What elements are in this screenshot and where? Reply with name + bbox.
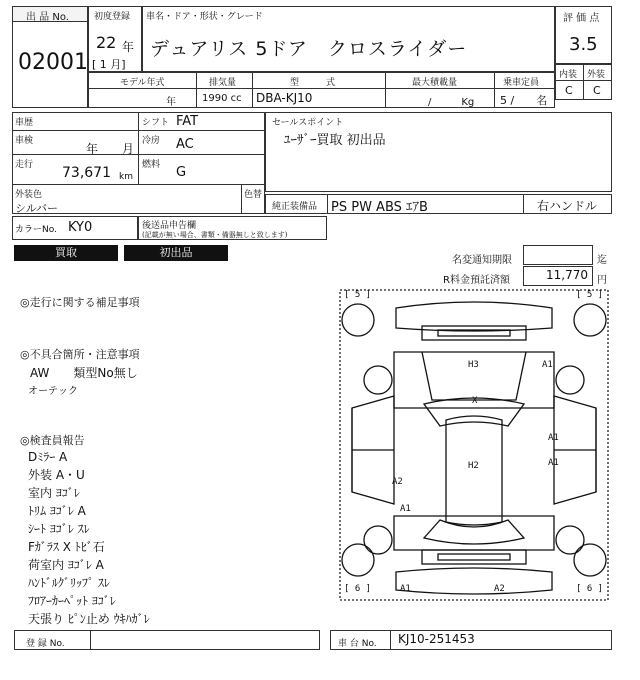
mark-a1-right-2: A1 [548,458,559,468]
max-load-value: / Kg [428,97,475,108]
model-year-label: モデル年式 [120,78,165,88]
report-line: Dﾐﾗｰ A [28,450,68,464]
recycle-value: 11,770 [546,268,588,282]
supplement-title: ◎走行に関する補足事項 [20,296,140,309]
rear-left-label: [ 6 ] [344,584,372,594]
export-note: (記載が無い場合、書類・備器無しと致します) [142,231,288,239]
rating-value: 3.5 [569,34,598,55]
year-unit: 年 [122,40,135,54]
exterior-label: 外装 [587,70,606,80]
export-label: 後送品申告欄 [142,221,197,231]
car-damage-diagram [338,288,612,604]
sales-point: ﾕｰｻﾞｰ買取 初出品 [284,133,386,148]
notice-label: 名変通知期限 [452,255,512,266]
report-line: ﾄﾘﾑ ﾖｺﾞﾚ A [28,504,86,518]
shift-value: FAT [176,114,199,129]
car-name: デュアリス 5ドア クロスライダー [150,38,468,60]
shift-label: シフト [142,118,170,128]
rear-right-label: [ 6 ] [576,584,604,594]
reg-no-label: 登 録 No. [26,639,65,649]
lot-number: 02001 [18,50,88,75]
front-left-label: [ 5 ] [344,290,372,300]
inspection-label: 車検 [15,136,34,146]
capacity-value: 5 / 名 [500,94,548,107]
report-line: 荷室内 ﾖｺﾞﾚ A [28,558,104,572]
mileage-label: 走行 [15,160,34,170]
ac-value: AC [176,137,194,152]
defect-line-2: オーテック [28,386,78,397]
equipment: PS PW ABS ｴｱB [331,200,428,215]
report-line: ｼｰﾄ ﾖｺﾞﾚ ｽﾚ [28,522,90,536]
month-value: [ 1 月] [92,58,126,71]
max-load-label: 最大積載量 [412,78,458,88]
recycle-unit: 円 [597,275,607,286]
front-right-label: [ 5 ] [576,290,604,300]
displacement-label: 排気量 [209,78,237,88]
notice-box [523,245,593,265]
mark-a1-rear: A1 [400,584,411,594]
chassis-label: 車 台 No. [338,639,377,649]
interior-label: 内装 [559,70,578,80]
lot-label: 出 品 No. [26,12,69,23]
interior-grade: C [565,84,573,97]
fuel-value: G [176,165,187,180]
recycle-label: R料金預託済額 [443,275,510,286]
mark-a1-right-1: A1 [548,433,559,443]
defect-line-1: AW 類型No無し [30,366,138,380]
report-line: ﾌﾛｱｰｶｰﾍﾟｯﾄ ﾖｺﾞﾚ [28,594,116,608]
mark-h3: H3 [468,360,479,370]
badge-buyout: 買取 [14,245,118,261]
mileage-value: 73,671 [62,165,111,181]
badge-first-listing: 初出品 [124,245,228,261]
report-line: Fｶﾞﾗｽ X ﾄﾋﾞ石 [28,540,105,554]
exterior-color: シルバー [15,202,58,215]
first-reg-label: 初度登録 [94,12,131,22]
defects-title: ◎不具合箇所・注意事項 [20,348,140,361]
type-label: 型 式 [290,78,336,88]
sales-point-label: セールスポイント [272,118,344,128]
report-line: 室内 ﾖｺﾞﾚ [28,486,80,500]
notice-suffix: 迄 [597,255,607,266]
rating-label: 評 価 点 [563,13,600,24]
chassis-no: KJ10-251453 [398,632,475,646]
repaint-label: 色替 [244,190,263,200]
mark-a1-left: A1 [400,504,411,514]
report-line: ﾊﾝﾄﾞﾙｸﾞﾘｯﾌﾟ ｽﾚ [28,576,110,590]
inspection-value: 年 月 [86,142,135,156]
mark-a2-rear: A2 [494,584,505,594]
exterior-grade: C [593,84,601,97]
car-name-label: 車名・ドア・形状・グレード [146,12,263,22]
exterior-color-label: 外装色 [15,190,43,200]
capacity-label: 乗車定員 [503,78,540,88]
steering: 右ハンドル [537,199,598,213]
displacement-value: 1990 cc [202,93,242,104]
mark-x: X [472,396,478,406]
inspector-title: ◎検査員報告 [20,434,85,447]
year-value: 22 [96,33,117,52]
fuel-label: 燃料 [142,160,161,170]
report-line: 天張り ﾋﾟﾝ止め ｳｷﾊｶﾞﾚ [28,612,150,626]
mark-a1-top-right: A1 [542,360,553,370]
history-label: 車歴 [15,118,34,128]
ac-label: 冷房 [142,136,161,146]
report-line: 外装 A・U [28,468,85,482]
equipment-label: 純正装備品 [272,202,318,212]
mark-a2-left: A2 [392,477,403,487]
color-no: KY0 [68,220,93,235]
mileage-unit: km [119,172,133,182]
model-year-unit: 年 [166,97,176,108]
mark-h2: H2 [468,461,479,471]
color-no-label: カラーNo. [15,225,57,235]
type-value: DBA-KJ10 [256,91,313,105]
